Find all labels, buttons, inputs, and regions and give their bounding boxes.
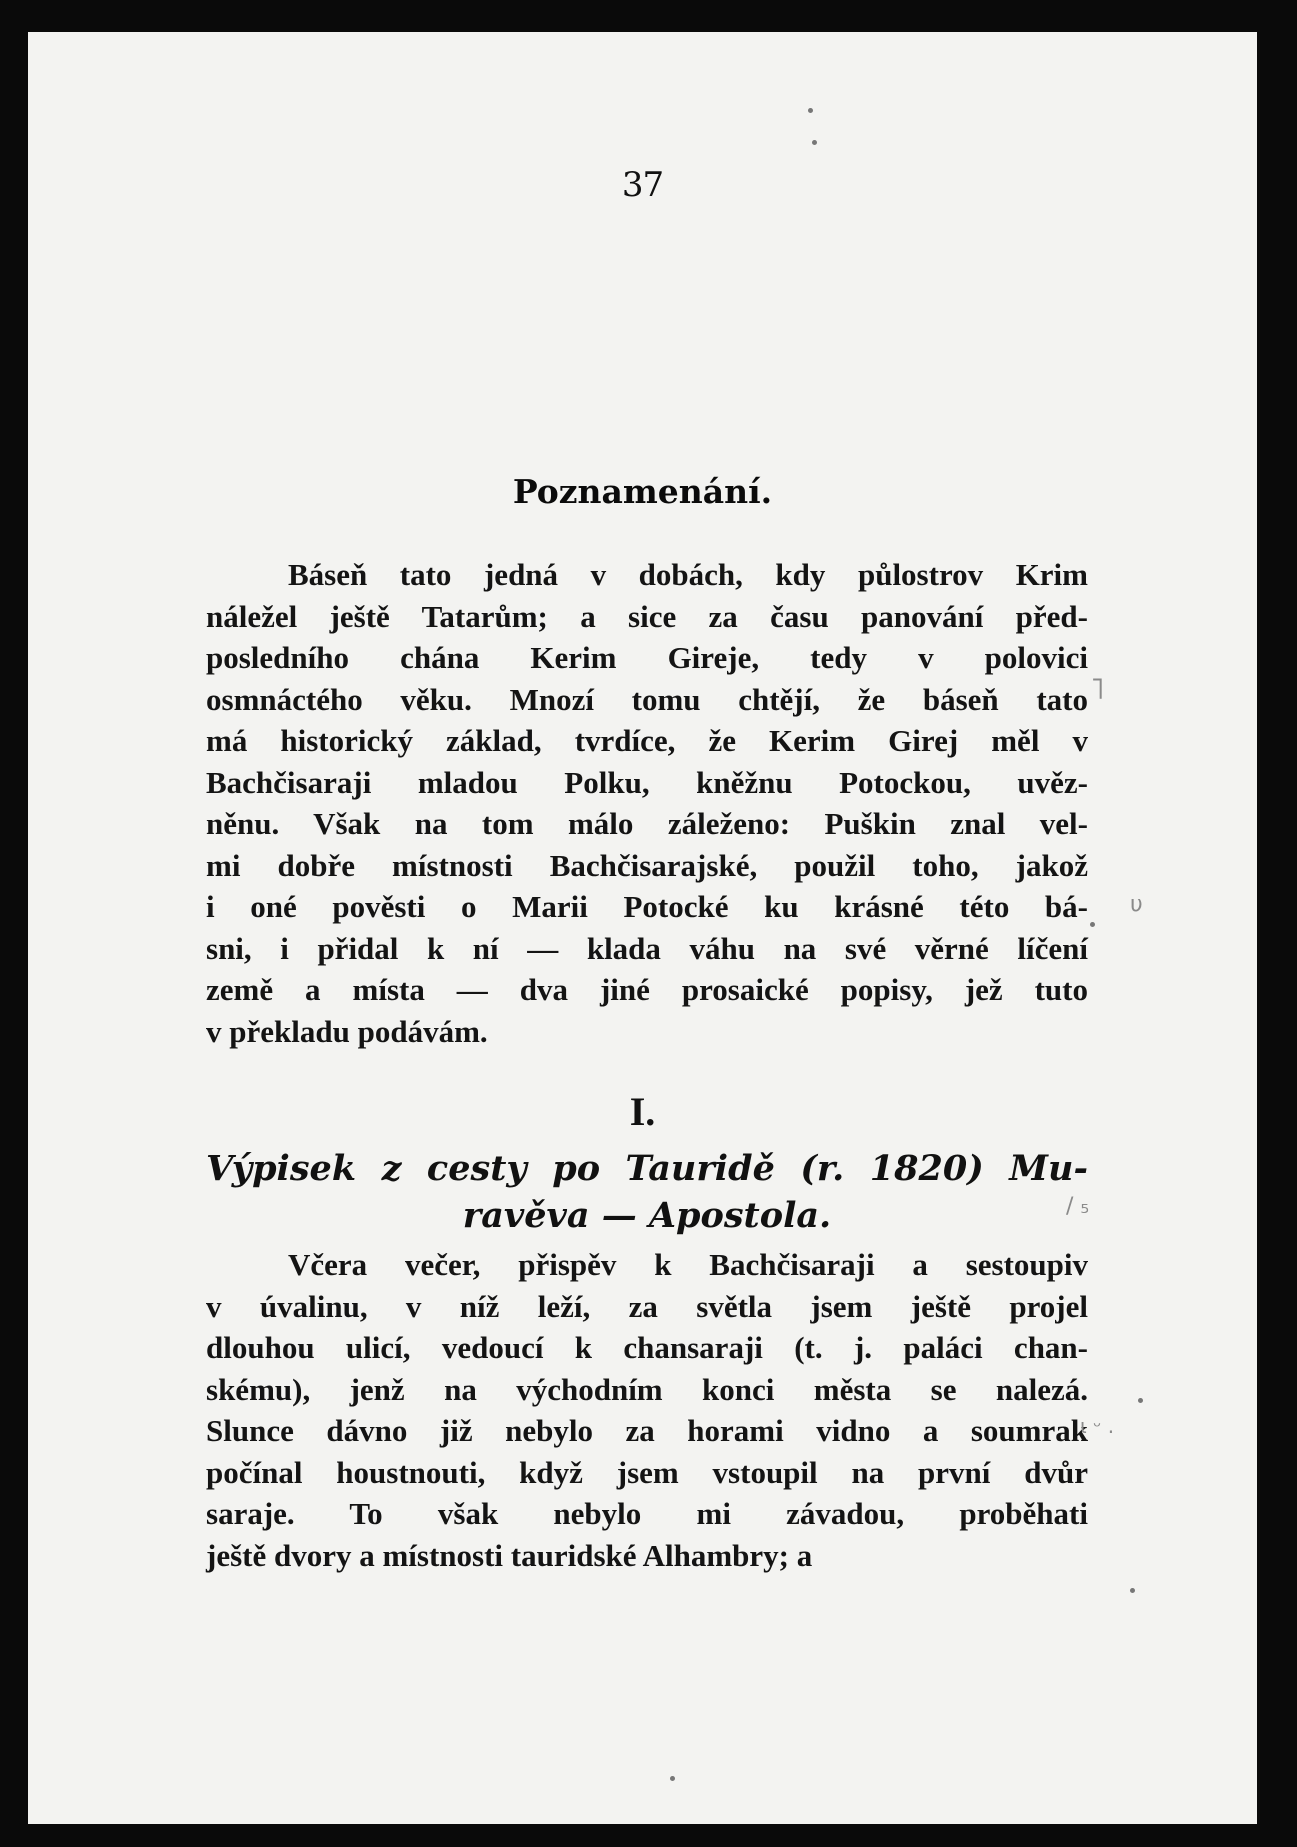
text-line: Včera večer, přispěv k Bachčisaraji a sestoupiv: [288, 1247, 1088, 1282]
text-line: mi dobře místnosti Bachčisarajské, použil toho, jakož: [206, 847, 1088, 883]
text-line: ještě dvory a místnosti tauridské Alhambry; a: [206, 1537, 813, 1573]
text-line: i oné pověsti o Marii Potocké ku krásné této bá-: [206, 889, 1088, 924]
text-line: v překladu podávám.: [206, 1013, 488, 1049]
speck: [1138, 1398, 1143, 1403]
text-line: posledního chána Kerim Gireje, tedy v polovici: [206, 640, 1088, 675]
chapter-title-line: Výpisek z cesty po Tauridě (r. 1820) Mu-: [206, 1148, 1088, 1189]
text-line: má historický základ, tvrdíce, že Kerim Girej měl v: [206, 723, 1088, 758]
speck: [1130, 1588, 1135, 1593]
margin-mark: / ₅: [1066, 1194, 1090, 1219]
text-line: země a místa — dva jiné prosaické popisy, jež tuto: [206, 972, 1088, 1007]
text-line: počínal houstnouti, když jsem vstoupil na první dvůr: [206, 1454, 1088, 1490]
text-line: sni, i přidal k ní — klada váhu na své věrné líčení: [206, 930, 1088, 966]
chapter-title: [206, 1145, 1088, 1239]
text-line: dlouhou ulicí, vedoucí k chansaraji (t. j. paláci chan-: [206, 1330, 1088, 1365]
section-heading: Poznamenání.: [512, 472, 773, 511]
text-line: v úvalinu, v níž leží, za světla jsem ještě projel: [206, 1288, 1088, 1324]
text-line: Báseň tato jedná v dobách, kdy půlostrov Krim: [288, 557, 1088, 592]
page-number: 37: [621, 165, 664, 205]
text-line: Bachčisaraji mladou Polku, kněžnu Potockou, uvěz-: [206, 764, 1088, 800]
book-page: [28, 32, 1257, 1824]
intro-paragraph: [206, 554, 1088, 1052]
margin-mark: ˥: [1090, 672, 1105, 707]
text-line: Slunce dávno již nebylo za horami vidno a soumrak: [206, 1413, 1088, 1448]
speck: [670, 1776, 675, 1781]
text-line: náležel ještě Tatarům; a sice za času panování před-: [206, 598, 1088, 634]
margin-mark: υ: [1130, 892, 1143, 917]
chapter-numeral: I.: [629, 1089, 656, 1134]
text-line: osmnáctého věku. Mnozí tomu chtějí, že báseň tato: [206, 681, 1088, 717]
text-line: skému), jenž na východním konci města se nalezá.: [206, 1371, 1088, 1407]
chapter-title-line: ravěva — Apostola.: [462, 1195, 832, 1236]
margin-mark: ɩ ᵕ .: [1080, 1414, 1115, 1438]
speck: [1090, 922, 1095, 927]
speck: [808, 108, 813, 113]
text-line: něnu. Však na tom málo záleženo: Puškin znal vel-: [206, 806, 1088, 841]
speck: [812, 140, 817, 145]
body-paragraph: [206, 1244, 1088, 1576]
text-line: saraje. To však nebylo mi závadou, proběhati: [206, 1496, 1088, 1531]
